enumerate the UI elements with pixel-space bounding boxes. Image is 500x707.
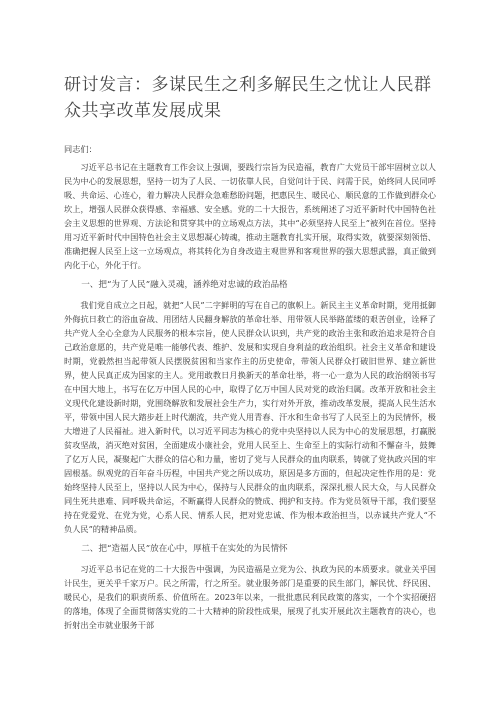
greeting: 同志们： — [64, 144, 97, 154]
section-1-paragraph: 我们党自成立之日起，就把“人民”二字鲜明的写在自己的旗帜上。新民主主义革命时期，党用抵御外侮抗日救亡的浴血奋战、用团结人民翻身解放的革命壮举、用带领人民举路蓝缕的艰苦创业，诠释了共产党人全心全意为人民服务的根本宗旨，使人民群众认识到，共产党的政治主张和政治追求是符合自己政治意愿的，共产党是唯一能够代表、维护、发展和实现自身利益的政治组织。社会主义革命和建设时期，党毅然担当起带领人民摆脱贫困和当家作主的历史使命，带领人民群众打破旧世界、建立新世界，使人民真正成为国家的主人。党用敢教日月换新天的革命壮举，将一心一意为人民的政治纲领书写在中国大地上，书写在亿万中国人民的心中，取得了亿万中国人民对党的政治归属。改革开放和社会主义现代化建设新时期，党围绕解放和发展社会生产力，实行对外开放，推动改革发展，提高人民生活水平，带领中国人民大踏步赶上时代潮流，共产党人用青春、汗水和生命书写了人民至上的为民情怀，极大增进了人民福祉。进入新时代，以习近平同志为核心的党中央坚持以人民为中心的发展思想，打赢脱贫攻坚战，消灭绝对贫困，全面建成小康社会，党用人民至上、生命至上的实际行动和不懈奋斗，鼓舞了亿万人民，凝聚起广大群众的信心和力量，密切了党与人民群众的血肉联系，铸就了党执政兴国的牢固根基。纵观党的百年奋斗历程，中国共产党之所以成功，原因是多方面的，但起决定性作用的是：党始终坚持人民至上，坚持以人民为中心，保持与人民群众的血肉联系，深深扎根人民大众，与人民群众同生死共患难、同呼吸共命运，不断赢得人民群众的赞成、拥护和支持。作为党员领导干部，我们要坚持在党爱党、在党为党，心系人民、情系人民，把对党忠诚、作为根本政治担当，以赤诚共产党人“不负人民”的精神品质。 — [64, 300, 436, 534]
section-2-heading: 二、把“造福人民”放在心中，厚植千在实处的为民情怀 — [81, 544, 288, 554]
document-title: 研讨发言：多谋民生之利多解民生之忧让人民群众共享改革发展成果 — [64, 75, 432, 121]
section-1-heading: 一、把“为了人民”融入灵魂，涵养绝对忠诚的政治品格 — [81, 280, 288, 290]
intro-paragraph: 习近平总书记在主题教育工作会议上强调，要践行宗旨为民造福，教育广大党员干部牢固树立以人民为中心的发展思想，坚持一切为了人民、一切依靠人民，自觉问计于民、问需于民，始终同人民同呼吸、共命运、心连心，着力解决人民群众急难愁盼问题，把惠民生、暖民心、顺民意的工作做到群众心坎上，增强人民群众获得感、幸福感、安全感。党的二十大报告，系统阐述了习近平新时代中国特色社会主义思想的世界观、方法论和贯穿其中的立场观点方法，其中“必须坚持人民至上”被列在首位。坚持用习近平新时代中国特色社会主义思想凝心铸魂，推动主题教育扎实开展，取得实效，就要深刻领悟、准确把握人民至上这一立场观点，将其转化为自身改造主观世界和客观世界的强大思想武器，真正做到内化于心，外化于行。 — [64, 162, 436, 270]
section-2-paragraph: 习近平总书记在党的二十大报告中强调，为民造福是立党为公、执政为民的本质要求。就业关乎国计民生，更关乎千家万户。民之所需，行之所至。就业服务部门是重要的民生部门，解民忧、纾民困、暖民心，是我们的职责所系、价值所在。2023年以来，一批批惠民利民政策的落实，一个个实招硬招的落地，体现了全面贯彻落实党的二十大精神的阶段性成果，展现了扎实开展此次主题教育的决心，也折射出全市就业服务干部 — [64, 564, 436, 630]
